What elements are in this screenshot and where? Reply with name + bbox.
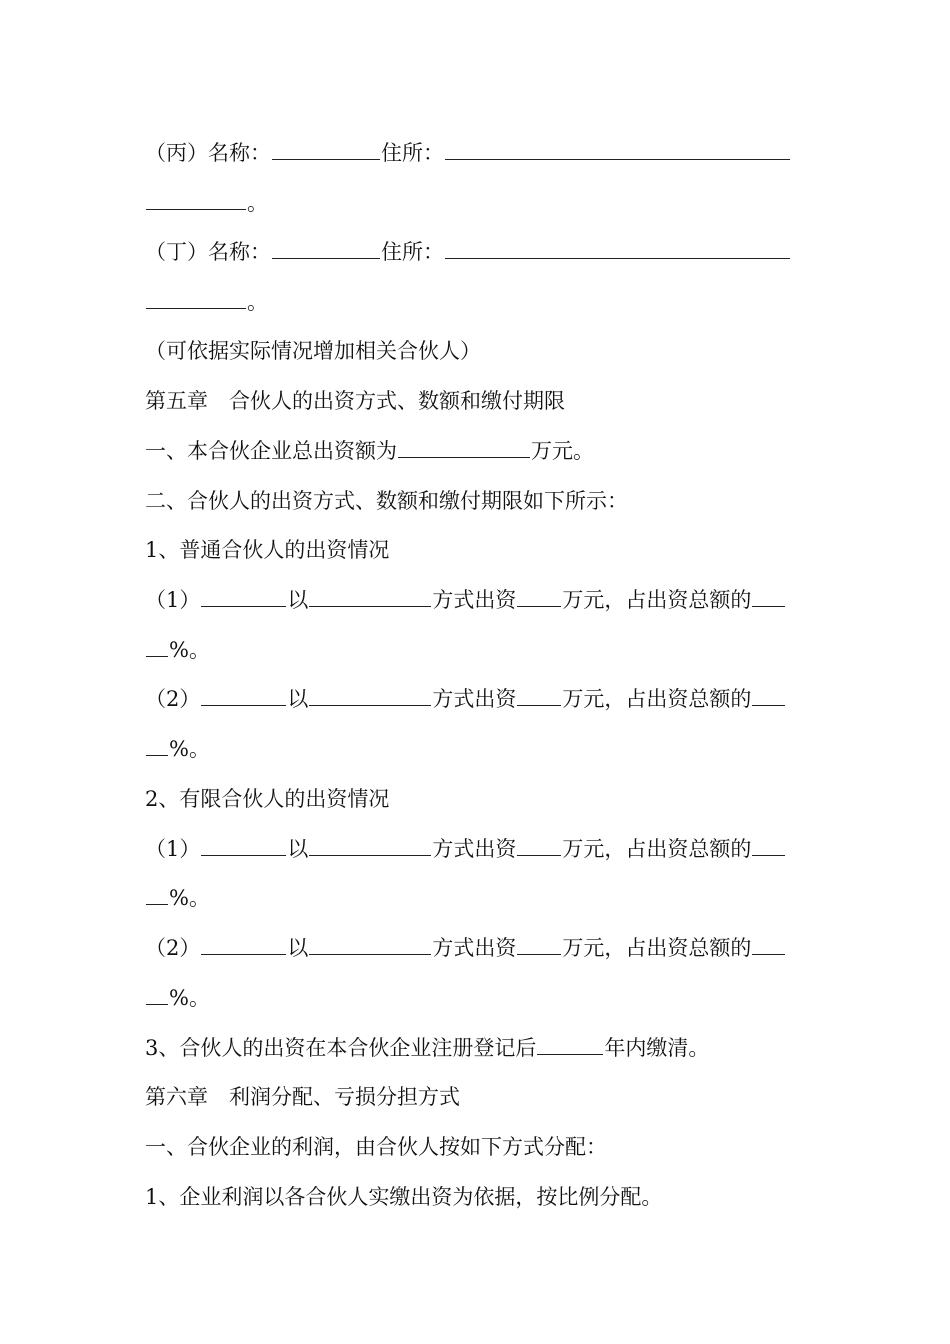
amount-blank[interactable] bbox=[517, 834, 561, 856]
general-partner-entry-1 bbox=[145, 585, 807, 615]
entry-method-text: 方式出资 bbox=[432, 837, 517, 861]
partner-bing-address-blank-cont[interactable] bbox=[146, 188, 246, 210]
partner-blank[interactable] bbox=[201, 585, 286, 607]
entry-number: （1） bbox=[145, 588, 201, 612]
total-contribution-unit: 万元。 bbox=[531, 439, 594, 463]
limited-partner-entry-2-cont bbox=[145, 983, 807, 1013]
payment-years-blank[interactable] bbox=[537, 1033, 603, 1055]
entry-yi: 以 bbox=[287, 588, 309, 612]
chapter6-heading: 第六章 利润分配、亏损分担方式 bbox=[145, 1085, 460, 1109]
entry-method-text: 方式出资 bbox=[432, 588, 517, 612]
partner-bing-name-blank[interactable] bbox=[272, 138, 380, 160]
entry-unit-text: 万元，占出资总额的 bbox=[562, 588, 752, 612]
entry-unit-text: 万元，占出资总额的 bbox=[562, 687, 752, 711]
method-blank[interactable] bbox=[309, 585, 431, 607]
limited-partner-entry-1 bbox=[145, 834, 807, 864]
entry-percent-sign: %。 bbox=[169, 737, 210, 761]
entry-yi: 以 bbox=[287, 687, 309, 711]
entry-percent-sign: %。 bbox=[169, 638, 210, 662]
entry-percent-sign: %。 bbox=[169, 986, 210, 1010]
partner-ding-end: 。 bbox=[247, 290, 268, 314]
partner-ding-name-blank[interactable] bbox=[272, 237, 380, 259]
payment-deadline-unit: 年内缴清。 bbox=[604, 1036, 710, 1060]
percent-blank[interactable] bbox=[752, 933, 785, 955]
general-partner-entry-2-cont bbox=[145, 734, 807, 764]
payment-deadline-text: 3、合伙人的出资在本合伙企业注册登记后 bbox=[145, 1036, 537, 1060]
entry-number: （1） bbox=[145, 837, 201, 861]
partner-ding-line bbox=[145, 237, 807, 267]
partner-blank[interactable] bbox=[201, 684, 286, 706]
chapter5-heading: 第五章 合伙人的出资方式、数额和缴付期限 bbox=[145, 389, 565, 413]
percent-blank[interactable] bbox=[752, 684, 785, 706]
entry-yi: 以 bbox=[287, 837, 309, 861]
percent-blank-cont[interactable] bbox=[146, 635, 168, 657]
entry-percent-sign: %。 bbox=[169, 886, 210, 910]
percent-blank[interactable] bbox=[752, 585, 785, 607]
partner-bing-name-label: （丙）名称： bbox=[145, 141, 271, 165]
profit-distribution-intro: 一、合伙企业的利润，由合伙人按如下方式分配： bbox=[145, 1135, 607, 1159]
partner-ding-address-label: 住所： bbox=[381, 240, 444, 264]
partner-bing-address-blank[interactable] bbox=[445, 138, 790, 160]
percent-blank-cont[interactable] bbox=[146, 983, 168, 1005]
payment-deadline-line bbox=[145, 1033, 807, 1063]
partner-bing-end: 。 bbox=[247, 191, 268, 215]
partner-ding-address-blank[interactable] bbox=[445, 237, 790, 259]
limited-partner-entry-2 bbox=[145, 933, 807, 963]
partner-bing-address-label: 住所： bbox=[381, 141, 444, 165]
method-blank[interactable] bbox=[309, 684, 431, 706]
percent-blank-cont[interactable] bbox=[146, 883, 168, 905]
method-blank[interactable] bbox=[309, 834, 431, 856]
limited-partner-heading: 2、有限合伙人的出资情况 bbox=[145, 787, 390, 811]
partner-ding-name-label: （丁）名称： bbox=[145, 240, 271, 264]
method-blank[interactable] bbox=[309, 933, 431, 955]
entry-number: （2） bbox=[145, 936, 201, 960]
entry-method-text: 方式出资 bbox=[432, 936, 517, 960]
partner-blank[interactable] bbox=[201, 834, 286, 856]
entry-method-text: 方式出资 bbox=[432, 687, 517, 711]
amount-blank[interactable] bbox=[517, 933, 561, 955]
percent-blank-cont[interactable] bbox=[146, 734, 168, 756]
partner-blank[interactable] bbox=[201, 933, 286, 955]
partner-ding-line-2 bbox=[145, 287, 807, 317]
amount-blank[interactable] bbox=[517, 585, 561, 607]
partner-bing-line-2 bbox=[145, 188, 807, 218]
limited-partner-entry-1-cont bbox=[145, 883, 807, 913]
partner-bing-line bbox=[145, 138, 807, 168]
general-partner-entry-1-cont bbox=[145, 635, 807, 665]
contribution-method-intro: 二、合伙人的出资方式、数额和缴付期限如下所示： bbox=[145, 489, 628, 513]
amount-blank[interactable] bbox=[517, 684, 561, 706]
entry-yi: 以 bbox=[287, 936, 309, 960]
entry-unit-text: 万元，占出资总额的 bbox=[562, 837, 752, 861]
total-contribution-blank[interactable] bbox=[398, 436, 530, 458]
general-partner-entry-2 bbox=[145, 684, 807, 714]
total-contribution-text: 一、本合伙企业总出资额为 bbox=[145, 439, 397, 463]
percent-blank[interactable] bbox=[752, 834, 785, 856]
total-contribution-line bbox=[145, 436, 807, 466]
additional-partners-note: （可依据实际情况增加相关合伙人） bbox=[145, 339, 481, 363]
profit-distribution-rule-1: 1、企业利润以各合伙人实缴出资为依据，按比例分配。 bbox=[145, 1185, 663, 1209]
entry-number: （2） bbox=[145, 687, 201, 711]
partner-ding-address-blank-cont[interactable] bbox=[146, 287, 246, 309]
entry-unit-text: 万元，占出资总额的 bbox=[562, 936, 752, 960]
general-partner-heading: 1、普通合伙人的出资情况 bbox=[145, 538, 390, 562]
